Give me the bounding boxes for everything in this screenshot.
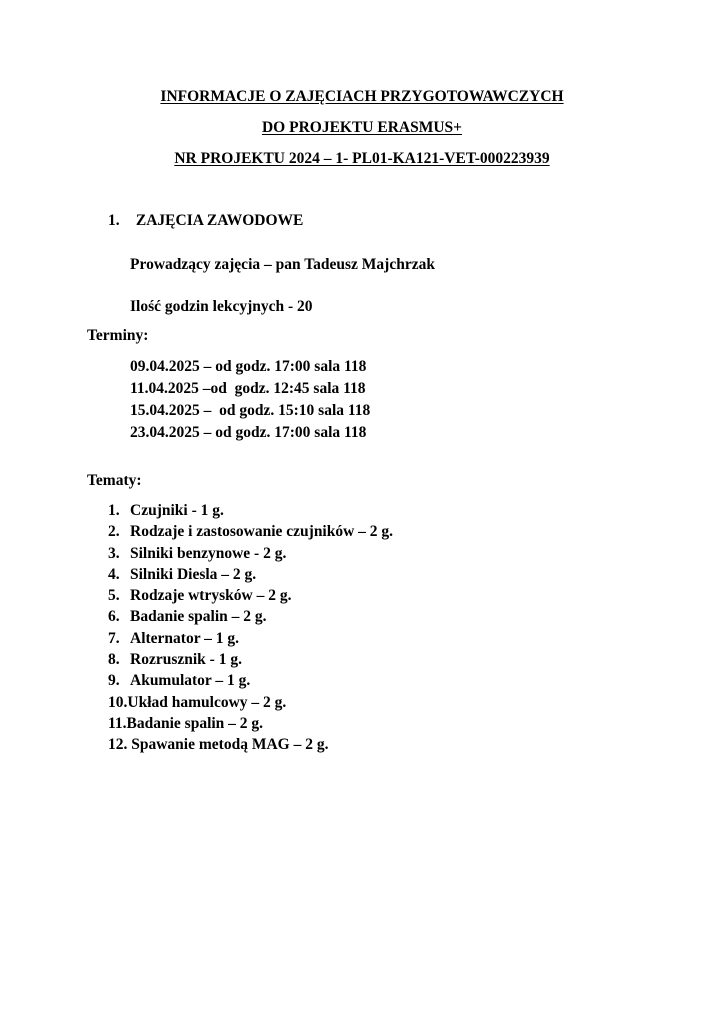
topic-number: 10. bbox=[108, 693, 128, 711]
topic-item bbox=[108, 649, 393, 670]
topic-text: Akumulator – 1 g. bbox=[130, 672, 251, 690]
title-line-3: NR PROJEKTU 2024 – 1- PL01-KA121-VET-000223939 bbox=[174, 150, 550, 167]
topic-text: Silniki Diesla – 2 g. bbox=[130, 565, 257, 583]
topics-label: Tematy: bbox=[87, 472, 142, 489]
term-item: 09.04.2025 – od godz. 17:00 sala 118 bbox=[130, 358, 367, 375]
topic-item bbox=[108, 564, 393, 585]
topic-text: Czujniki - 1 g. bbox=[130, 502, 224, 519]
instructor-line: Prowadzący zajęcia – pan Tadeusz Majchrzak bbox=[130, 256, 435, 273]
topic-item bbox=[108, 628, 393, 649]
hours-line: Ilość godzin lekcyjnych - 20 bbox=[130, 298, 313, 315]
topic-number: 7. bbox=[108, 629, 120, 647]
topic-text: Rozrusznik - 1 g. bbox=[130, 651, 242, 669]
topic-item bbox=[108, 734, 393, 755]
terms-list bbox=[130, 356, 370, 444]
topic-number: 3. bbox=[108, 544, 120, 562]
topic-item bbox=[108, 606, 393, 627]
topic-text: Silniki benzynowe - 2 g. bbox=[130, 544, 287, 562]
topic-number: 6. bbox=[108, 608, 120, 626]
section-heading bbox=[108, 212, 303, 230]
topic-number: 4. bbox=[108, 565, 120, 583]
topic-number: 1. bbox=[108, 502, 120, 519]
topic-item bbox=[108, 692, 393, 713]
topic-item bbox=[108, 521, 393, 542]
title-line-2: DO PROJEKTU ERASMUS+ bbox=[261, 119, 463, 136]
term-item: 11.04.2025 –od godz. 12:45 sala 118 bbox=[130, 380, 366, 397]
topic-text: Badanie spalin – 2 g. bbox=[130, 608, 267, 626]
topic-text: Rodzaje wtrysków – 2 g. bbox=[130, 587, 292, 605]
terms-label: Terminy: bbox=[87, 327, 149, 344]
topic-item bbox=[108, 670, 393, 691]
topic-number: 11. bbox=[108, 714, 127, 732]
topic-number: 5. bbox=[108, 587, 120, 605]
term-item: 23.04.2025 – od godz. 17:00 sala 118 bbox=[130, 424, 367, 441]
topic-item bbox=[108, 500, 393, 521]
topic-text: Badanie spalin – 2 g. bbox=[126, 714, 264, 732]
topic-item bbox=[108, 585, 393, 606]
topic-item bbox=[108, 713, 393, 734]
topic-item bbox=[108, 543, 393, 564]
topic-text: Układ hamulcowy – 2 g. bbox=[127, 693, 287, 711]
topics-list bbox=[108, 500, 393, 756]
topic-number: 12. bbox=[108, 736, 128, 754]
title-line-1: INFORMACJE O ZAJĘCIACH PRZYGOTOWAWCZYCH bbox=[160, 88, 564, 105]
topic-number: 9. bbox=[108, 672, 120, 690]
topic-text: Spawanie metodą MAG – 2 g. bbox=[127, 736, 329, 754]
section-title: ZAJĘCIA ZAWODOWE bbox=[135, 212, 304, 229]
topic-number: 2. bbox=[108, 523, 120, 541]
topic-text: Alternator – 1 g. bbox=[130, 629, 240, 647]
term-item: 15.04.2025 – od godz. 15:10 sala 118 bbox=[130, 402, 371, 419]
topic-text: Rodzaje i zastosowanie czujników – 2 g. bbox=[130, 523, 394, 541]
section-number: 1. bbox=[108, 212, 120, 229]
topic-number: 8. bbox=[108, 651, 120, 669]
